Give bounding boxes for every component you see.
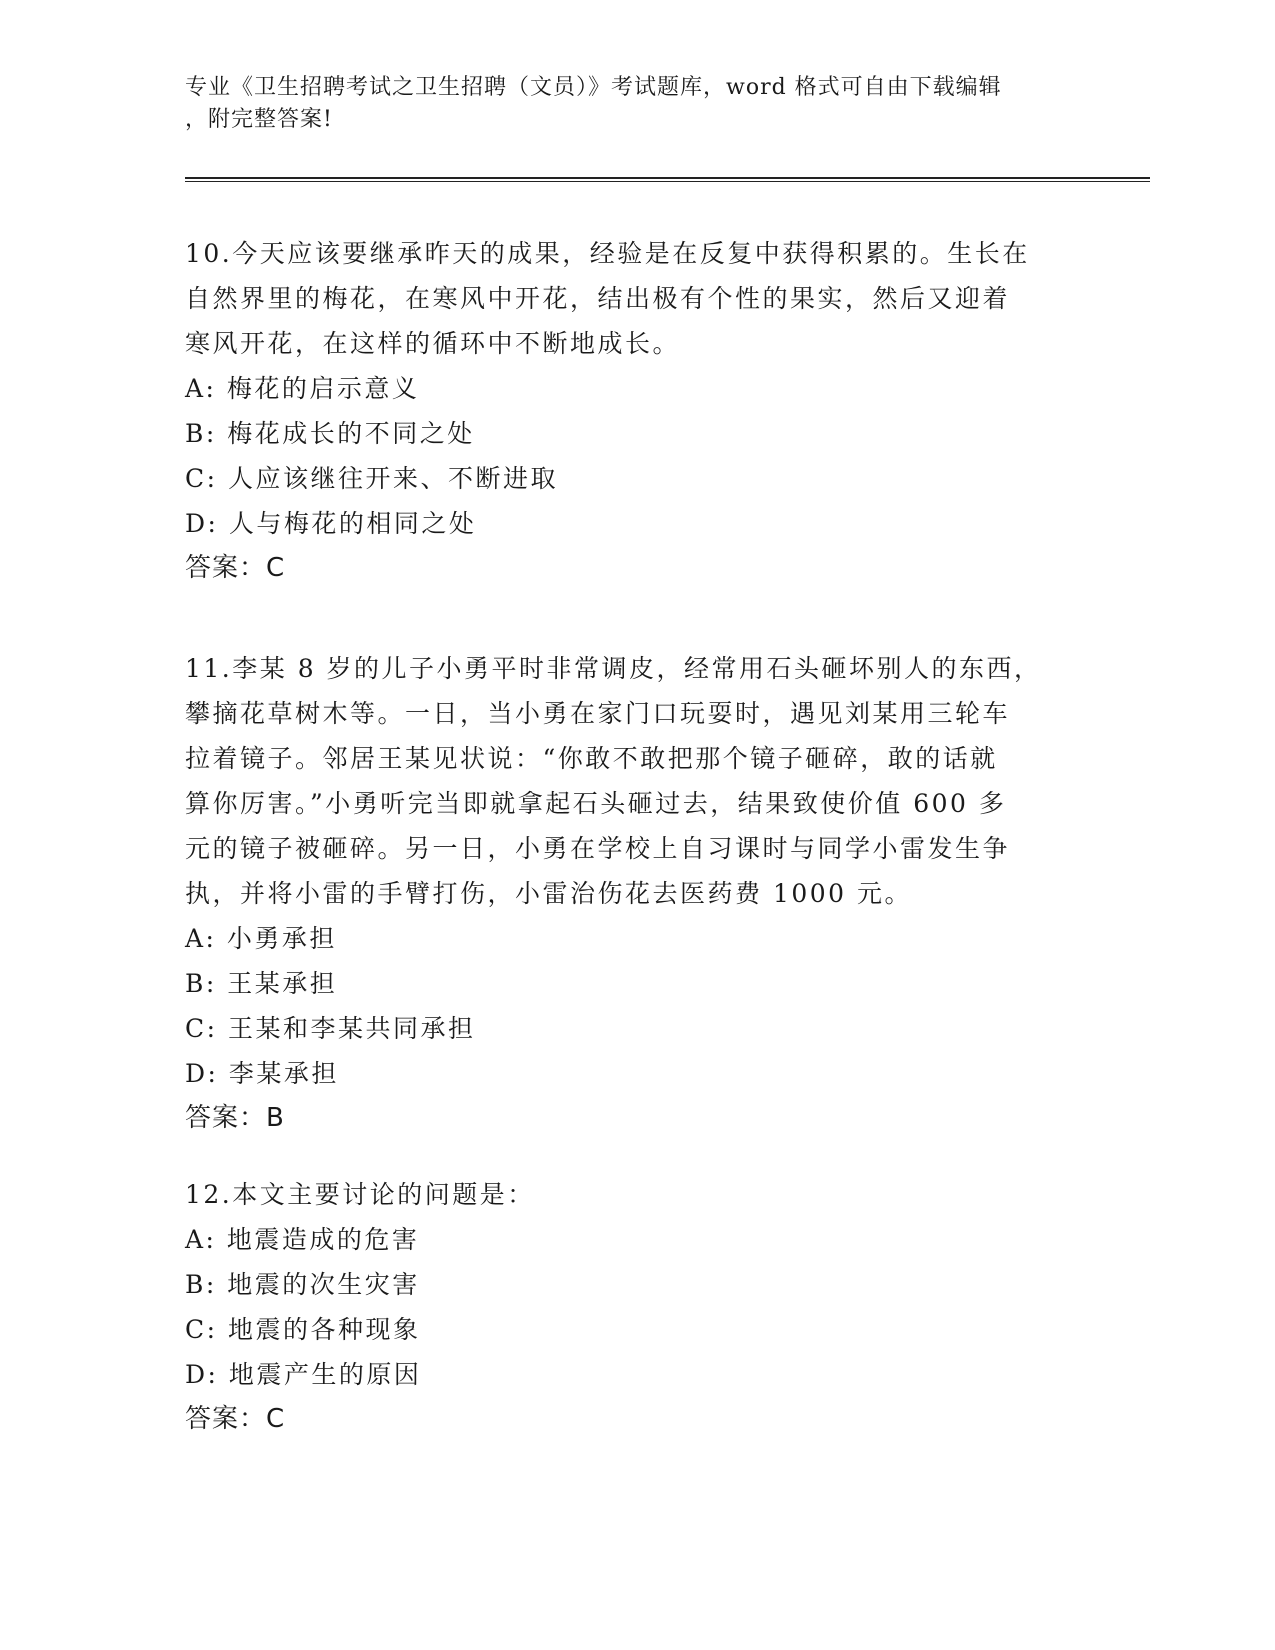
header-line: 专业《卫生招聘考试之卫生招聘（文员）》考试题库，word 格式可自由下载编辑	[185, 75, 1002, 100]
option-d: D: 地震产生的原因	[185, 1360, 422, 1389]
question-stem-line: 11.李某 8 岁的儿子小勇平时非常调皮，经常用石头砸坏别人的东西，	[185, 654, 1042, 683]
question-stem-line: 10.今天应该要继承昨天的成果，经验是在反复中获得积累的。生长在	[185, 239, 1030, 268]
header-divider	[185, 177, 1150, 179]
question-11	[185, 646, 1065, 1141]
option-c: C: 人应该继往开来、不断进取	[185, 464, 558, 493]
answer: 答案：C	[185, 1404, 286, 1434]
question-12	[185, 1172, 1065, 1442]
header-divider	[185, 181, 1150, 182]
question-stem-line: 自然界里的梅花，在寒风中开花，结出极有个性的果实，然后又迎着	[185, 284, 1011, 313]
question-stem-line: 算你厉害。”小勇听完当即就拿起石头砸过去，结果致使价值 600 多	[185, 789, 1007, 818]
answer: 答案：C	[185, 553, 286, 583]
option-b: B: 梅花成长的不同之处	[185, 419, 475, 448]
question-stem-line: 寒风开花，在这样的循环中不断地成长。	[185, 329, 681, 358]
question-stem-line: 攀摘花草树木等。一日，当小勇在家门口玩耍时，遇见刘某用三轮车	[185, 699, 1011, 728]
option-d: D: 人与梅花的相同之处	[185, 509, 477, 538]
answer: 答案：B	[185, 1103, 285, 1133]
option-d: D: 李某承担	[185, 1059, 339, 1088]
option-a: A: 梅花的启示意义	[185, 374, 420, 403]
option-b: B: 王某承担	[185, 969, 338, 998]
question-stem-line: 拉着镜子。邻居王某见状说：“你敢不敢把那个镜子砸碎，敢的话就	[185, 744, 998, 773]
option-c: C: 地震的各种现象	[185, 1315, 421, 1344]
header-line: ，附完整答案!	[185, 107, 333, 132]
question-10	[185, 231, 1065, 591]
option-c: C: 王某和李某共同承担	[185, 1014, 476, 1043]
question-stem-line: 执，并将小雷的手臂打伤，小雷治伤花去医药费 1000 元。	[185, 879, 913, 908]
option-a: A: 地震造成的危害	[185, 1225, 420, 1254]
option-a: A: 小勇承担	[185, 924, 337, 953]
question-stem-line: 元的镜子被砸碎。另一日，小勇在学校上自习课时与同学小雷发生争	[185, 834, 1011, 863]
question-stem-line: 12.本文主要讨论的问题是：	[185, 1180, 535, 1209]
document-header	[185, 72, 1065, 136]
option-b: B: 地震的次生灾害	[185, 1270, 420, 1299]
